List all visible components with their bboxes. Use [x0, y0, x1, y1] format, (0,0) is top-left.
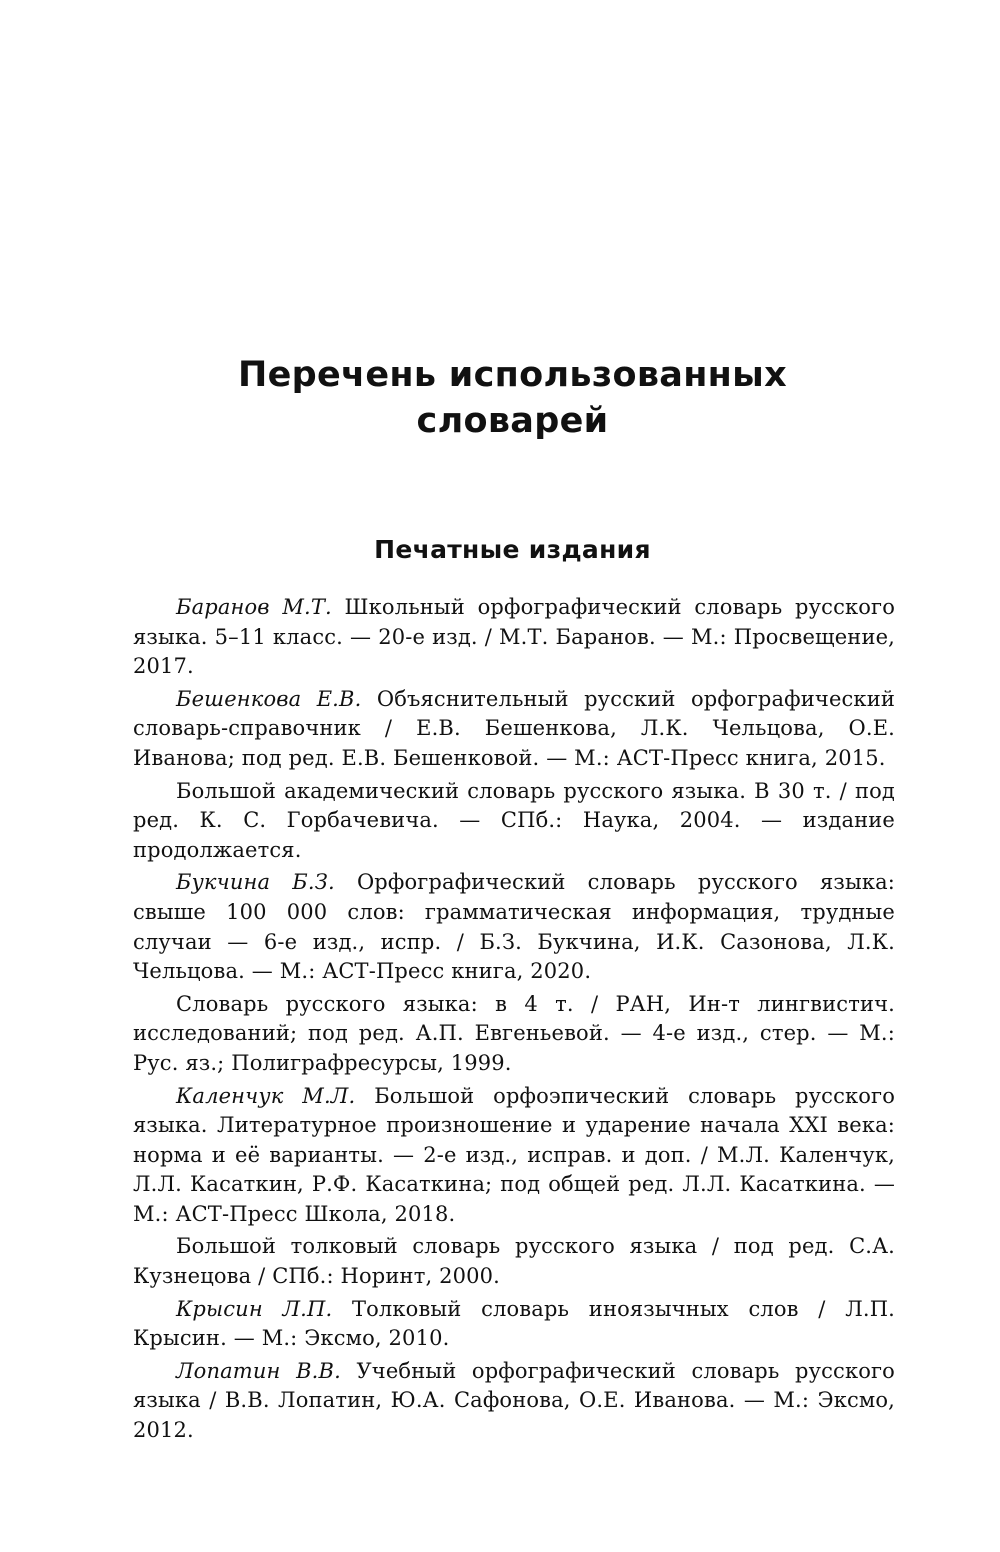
entry-author: Баранов М.Т.: [176, 595, 332, 619]
entry-text: Большой академический словарь русского языка. В 30 т. / под ред. К. С. Горбачевича. — СПб.: Наука, 2004. — издание продолжается.: [133, 778, 895, 862]
bibliography-entry: [133, 1082, 895, 1230]
entry-text: Объяснительный русский орфографический словарь-справочник / Е.В. Бешенкова, Л.К. Чельцова, О.Е. Иванова; под ред. Е.В. Бешенковой. — М.: АСТ-Пресс книга, 2015.: [133, 686, 895, 770]
bibliography-entry: [133, 593, 895, 682]
entry-author: Каленчук М.Л.: [176, 1083, 356, 1108]
page-title-line-1: Перечень использованных: [238, 355, 787, 395]
entry-text: Толковый словарь иноязычных слов / Л.П. Крысин. — М.: Эксмо, 2010.: [133, 1296, 895, 1351]
entry-text: Учебный орфографический словарь русского языка / В.В. Лопатин, Ю.А. Сафонова, О.Е. Иванова. — М.: Эксмо, 2012.: [133, 1358, 895, 1443]
bibliography-entry: [133, 1357, 895, 1446]
entry-author: Лопатин В.В.: [176, 1358, 341, 1383]
entry-author: Бешенкова Е.В.: [176, 686, 362, 711]
bibliography-entry: [133, 777, 895, 866]
entry-text: Большой орфоэпический словарь русского языка. Литературное произношение и ударение начала XXI века: норма и её варианты. — 2-е изд., исправ. и доп. / М.Л. Каленчук, Л.Л. Касаткин, Р.Ф. Касаткина; под общей ред. Л.Л. Касаткина. — М.: АСТ-Пресс Школа, 2018.: [133, 1083, 895, 1226]
page-title: [130, 352, 895, 444]
bibliography-entry: [133, 1232, 895, 1291]
bibliography-entry: [133, 685, 895, 774]
entry-author: Крысин Л.П.: [176, 1296, 333, 1321]
bibliography-entry: [133, 990, 895, 1079]
entry-author: Букчина Б.З.: [176, 870, 335, 895]
entry-text: Словарь русского языка: в 4 т. / РАН, Ин-т лингвистич. исследований; под ред. А.П. Евгеньевой. — 4-е изд., стер. — М.: Рус. яз.; Полиграфресурсы, 1999.: [133, 991, 895, 1075]
bibliography-list: [133, 593, 895, 1449]
entry-text: Школьный орфографический словарь русского языка. 5–11 класс. — 20-е изд. / М.Т. Баранов. — М.: Просвещение, 2017.: [133, 595, 895, 679]
page-title-line-2: словарей: [416, 401, 609, 441]
bibliography-entry: [133, 1295, 895, 1354]
section-title: Печатные издания: [374, 535, 651, 564]
entry-text: Орфографический словарь русского языка: свыше 100 000 слов: грамматическая информация, трудные случаи — 6-е изд., испр. / Б.З. Букчина, И.К. Сазонова, Л.К. Чельцова. — М.: АСТ-Пресс книга, 2020.: [133, 870, 895, 984]
bibliography-entry: [133, 868, 895, 986]
entry-text: Большой толковый словарь русского языка / под ред. С.А. Кузнецова / СПб.: Норинт, 2000.: [133, 1234, 895, 1289]
